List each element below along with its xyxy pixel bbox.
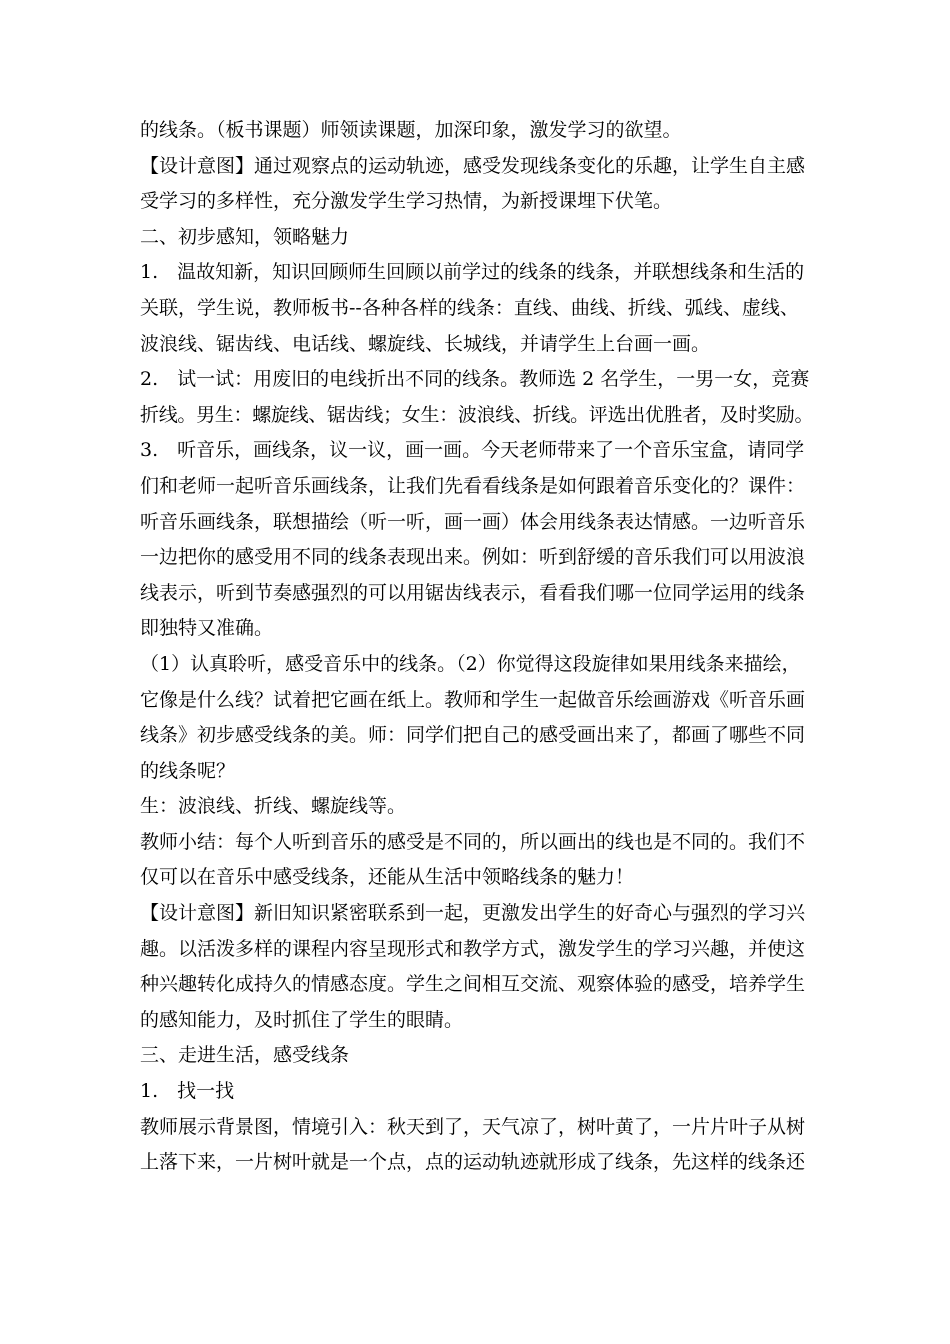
section-heading: 三、走进生活，感受线条 <box>140 1044 350 1067</box>
text-line: 们和老师一起听音乐画线条，让我们先看看线条是如何跟着音乐变化的？课件： <box>140 474 806 497</box>
text-line: 它像是什么线？试着把它画在纸上。教师和学生一起做音乐绘画游戏《听音乐画 <box>140 688 806 711</box>
text-line: 1. 温故知新，知识回顾师生回顾以前学过的线条的线条，并联想线条和生活的 <box>140 261 805 284</box>
text-line: 关联，学生说，教师板书--各种各样的线条：直线、曲线、折线、弧线、虚线、 <box>140 296 799 319</box>
text-line: 线条》初步感受线条的美。师：同学们把自己的感受画出来了，都画了哪些不同 <box>140 724 806 747</box>
text-line: 教师小结：每个人听到音乐的感受是不同的，所以画出的线也是不同的。我们不 <box>140 830 806 853</box>
text-line: 仅可以在音乐中感受线条，还能从生活中领略线条的魅力！ <box>140 866 635 889</box>
text-line: 1. 找一找 <box>140 1080 235 1103</box>
design-intent-line: 【设计意图】新旧知识紧密联系到一起，更激发出学生的好奇心与强烈的学习兴 <box>140 902 806 925</box>
text-line: 教师展示背景图，情境引入：秋天到了，天气凉了，树叶黄了，一片片叶子从树 <box>140 1115 806 1138</box>
text-line: 的线条。（板书课题）师领读课题，加深印象，激发学习的欲望。 <box>140 119 682 141</box>
text-line: 折线。男生：螺旋线、锯齿线；女生：波浪线、折线。评选出优胜者，及时奖励。 <box>140 403 814 426</box>
document-page <box>140 113 820 1181</box>
text-line: 生：波浪线、折线、螺旋线等。 <box>140 795 407 818</box>
text-line: 趣。以活泼多样的课程内容呈现形式和教学方式，激发学生的学习兴趣，并使这 <box>140 937 806 960</box>
text-line: （1）认真聆听，感受音乐中的线条。（2）你觉得这段旋律如果用线条来描绘， <box>140 652 801 675</box>
text-line: 受学习的多样性，充分激发学生学习热情，为新授课埋下伏笔。 <box>140 190 673 213</box>
text-line: 即独特又准确。 <box>140 617 274 640</box>
text-line: 3. 听音乐，画线条，议一议，画一画。今天老师带来了一个音乐宝盒，请同学 <box>140 439 805 462</box>
text-line: 的线条呢？ <box>140 759 236 782</box>
text-line: 的感知能力，及时抓住了学生的眼睛。 <box>140 1008 464 1031</box>
section-heading: 二、初步感知，领略魅力 <box>140 225 350 248</box>
text-line: 听音乐画线条，联想描绘（听一听，画一画）体会用线条表达情感。一边听音乐 <box>140 510 806 533</box>
text-line: 2. 试一试：用废旧的电线折出不同的线条。教师选 2 名学生，一男一女，竞赛 <box>140 368 810 391</box>
text-line: 波浪线、锯齿线、电话线、螺旋线、长城线，并请学生上台画一画。 <box>140 332 711 355</box>
text-line: 上落下来，一片树叶就是一个点，点的运动轨迹就形成了线条，先这样的线条还 <box>140 1151 806 1174</box>
text-line: 一边把你的感受用不同的线条表现出来。例如：听到舒缓的音乐我们可以用波浪 <box>140 546 806 569</box>
text-line: 种兴趣转化成持久的情感态度。学生之间相互交流、观察体验的感受，培养学生 <box>140 973 806 996</box>
design-intent-line: 【设计意图】通过观察点的运动轨迹，感受发现线条变化的乐趣，让学生自主感 <box>140 154 806 177</box>
text-line: 线表示，听到节奏感强烈的可以用锯齿线表示，看看我们哪一位同学运用的线条 <box>140 581 806 604</box>
